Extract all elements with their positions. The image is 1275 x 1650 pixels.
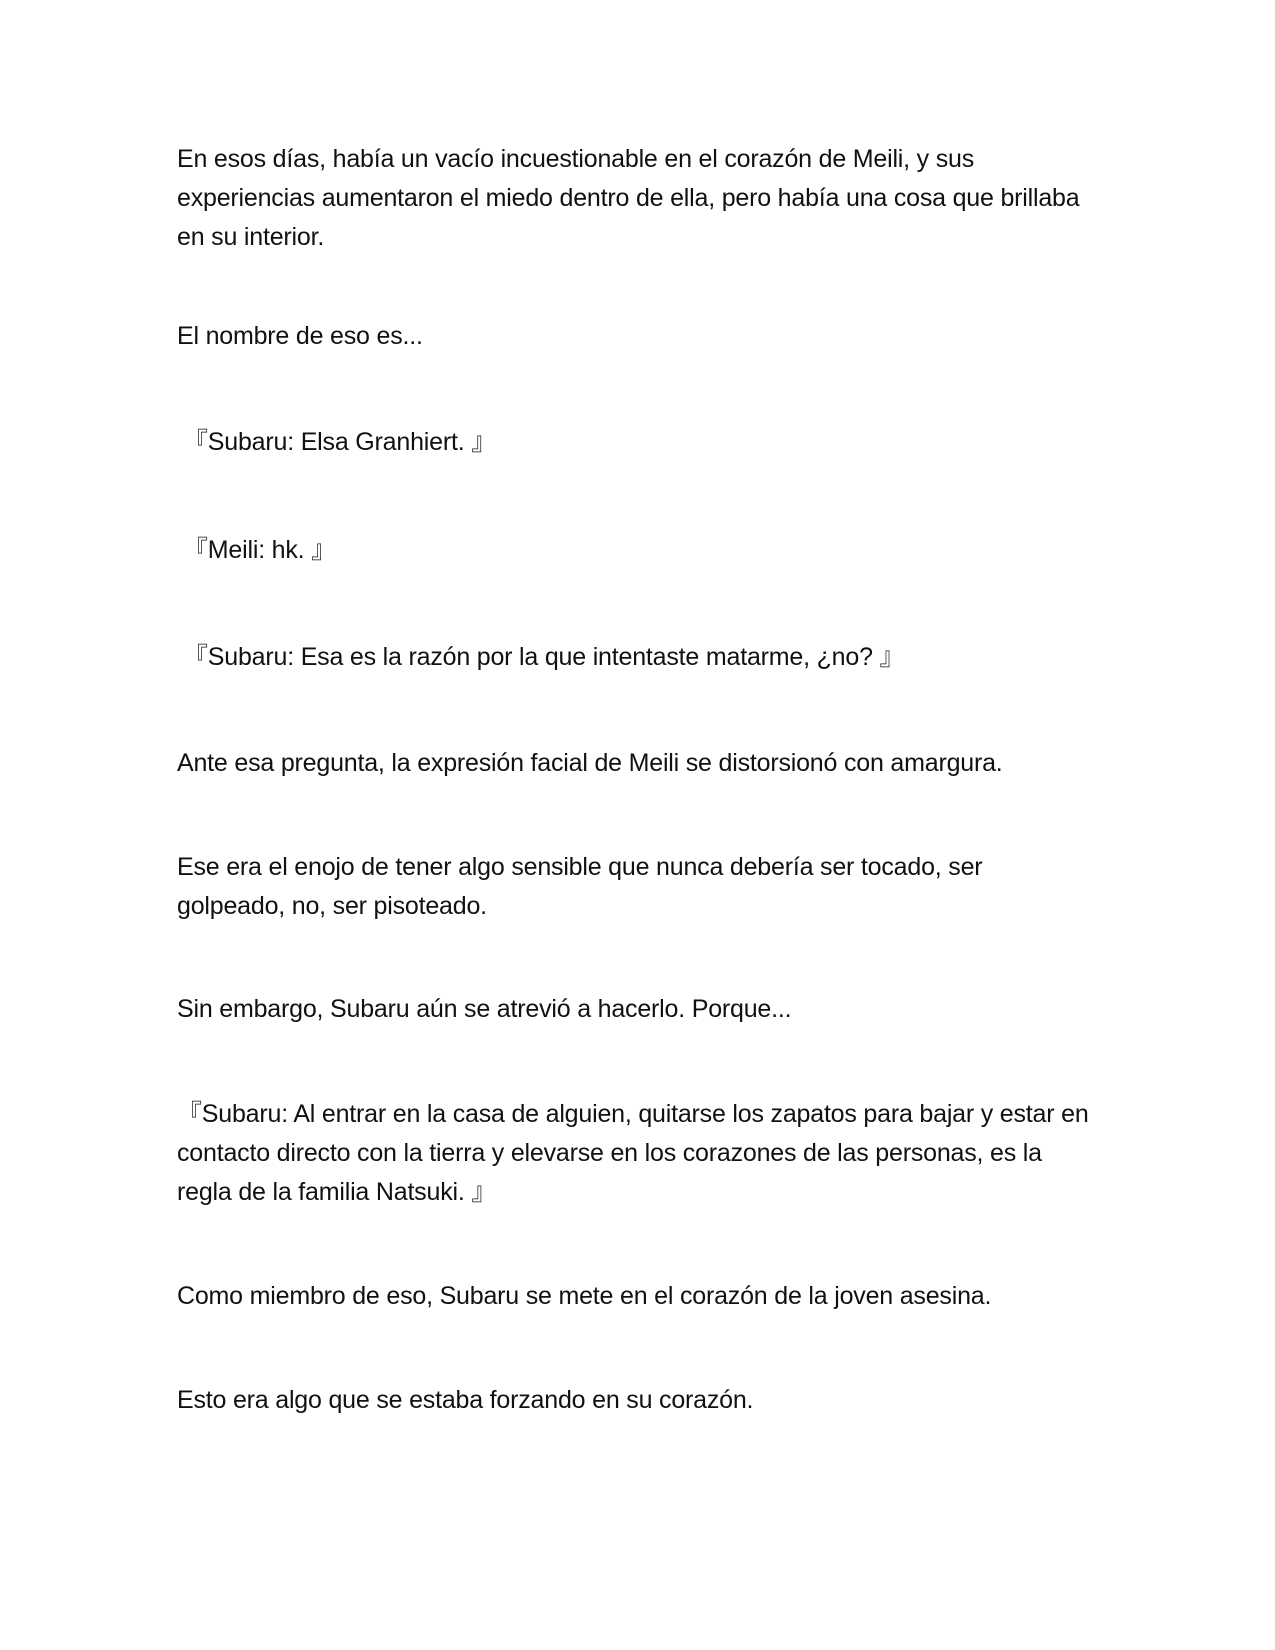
paragraph-narration: Ese era el enojo de tener algo sensible que nunca debería ser tocado, ser golpeado, no, ser pisoteado. (177, 853, 983, 920)
paragraph-dialogue: 『Subaru: Al entrar en la casa de alguien, quitarse los zapatos para bajar y estar en contacto directo con la tierra y elevarse en los corazones de las personas, es la regla de la familia Natsuki. 』 (177, 1100, 1089, 1206)
paragraph-narration: En esos días, había un vacío incuestionable en el corazón de Meili, y sus experiencias aumentaron el miedo dentro de ella, pero había una cosa que brillaba en su interior. (177, 145, 1080, 251)
paragraph-dialogue: 『Subaru: Esa es la razón por la que intentaste matarme, ¿no? 』 (183, 643, 905, 671)
paragraph-dialogue: 『Subaru: Elsa Granhiert. 』 (183, 428, 496, 456)
paragraph-narration: El nombre de eso es... (177, 322, 423, 350)
paragraph-narration: Esto era algo que se estaba forzando en su corazón. (177, 1386, 754, 1414)
paragraph-narration: Sin embargo, Subaru aún se atrevió a hacerlo. Porque... (177, 995, 792, 1023)
paragraph-narration: Ante esa pregunta, la expresión facial de Meili se distorsionó con amargura. (177, 749, 1003, 777)
paragraph-narration: Como miembro de eso, Subaru se mete en el corazón de la joven asesina. (177, 1282, 992, 1310)
paragraph-dialogue: 『Meili: hk. 』 (183, 536, 336, 564)
